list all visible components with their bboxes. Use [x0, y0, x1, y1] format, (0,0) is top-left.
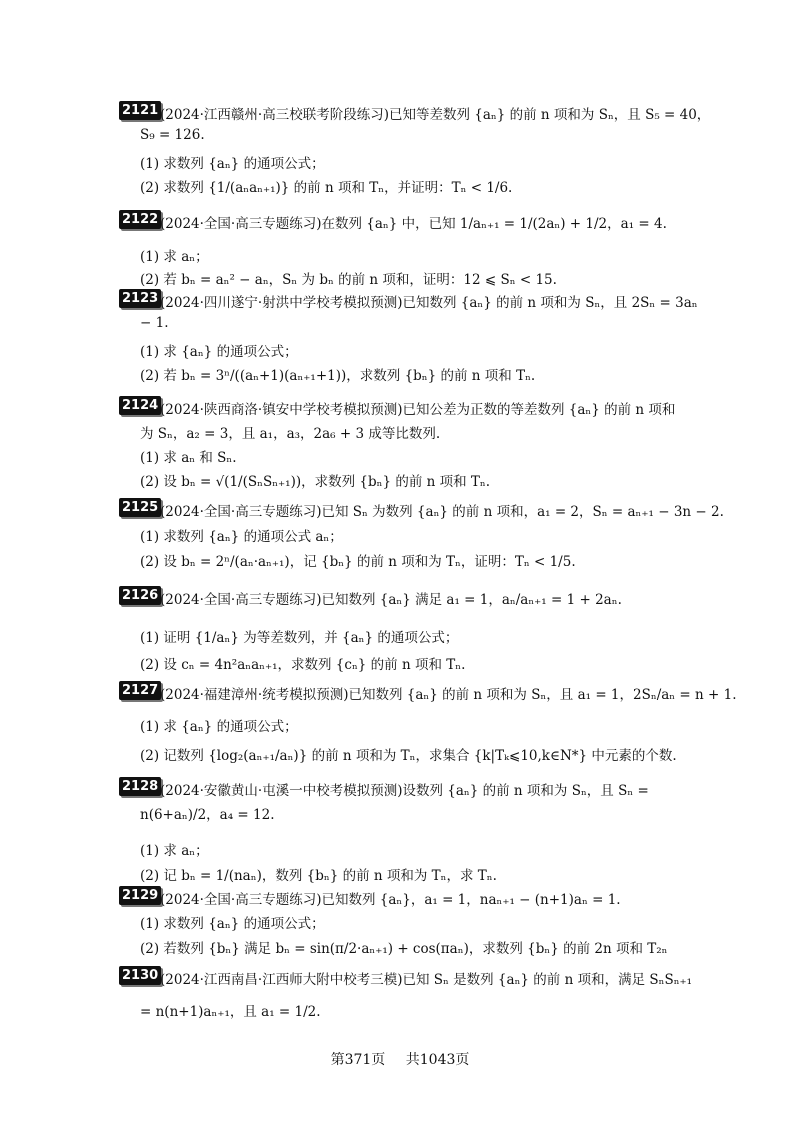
problem-text-line: (1) 求数列 {aₙ} 的通项公式；: [140, 916, 325, 932]
problem-text-line: (2024·全国·高三专题练习)已知数列 {aₙ}，a₁ = 1，naₙ₊₁ − (n+1)aₙ = 1.: [160, 892, 621, 908]
problem-number-badge: 2130: [119, 966, 161, 985]
problem-text-line: (1) 求数列 {aₙ} 的通项公式 aₙ；: [140, 529, 343, 545]
problem-text-line: = n(n+1)aₙ₊₁，且 a₁ = 1/2.: [140, 1004, 321, 1020]
problem-text-line: (2024·全国·高三专题练习)已知 Sₙ 为数列 {aₙ} 的前 n 项和，a₁ = 2，Sₙ = aₙ₊₁ − 3n − 2.: [160, 504, 724, 520]
problem-number-badge: 2123: [119, 289, 161, 308]
problem-text-line: n(6+aₙ)/2，a₄ = 12.: [140, 807, 275, 823]
problem-text-line: (2) 记数列 {log₂(aₙ₊₁/aₙ)} 的前 n 项和为 Tₙ，求集合 {k|Tₖ⩽10,k∈N*} 中元素的个数.: [140, 748, 677, 764]
problem-text-line: (1) 求数列 {aₙ} 的通项公式；: [140, 156, 325, 172]
problem-text-line: (2024·四川遂宁·射洪中学校考模拟预测)已知数列 {aₙ} 的前 n 项和为 Sₙ，且 2Sₙ = 3aₙ: [160, 295, 698, 311]
problem-text-line: (2024·全国·高三专题练习)在数列 {aₙ} 中，已知 1/aₙ₊₁ = 1/(2aₙ) + 1/2，a₁ = 4.: [160, 216, 667, 232]
problem-text-line: (1) 求 aₙ；: [140, 249, 209, 265]
problem-text-line: (1) 求 {aₙ} 的通项公式；: [140, 344, 298, 360]
problem-number-badge: 2126: [119, 586, 161, 605]
problem-text-line: (1) 求 aₙ 和 Sₙ.: [140, 450, 237, 466]
problem-number-badge: 2121: [119, 101, 161, 120]
problem-text-line: (2) 求数列 {1/(aₙaₙ₊₁)} 的前 n 项和 Tₙ，并证明：Tₙ < 1/6.: [140, 180, 513, 196]
problem-text-line: (1) 证明 {1/aₙ} 为等差数列，并 {aₙ} 的通项公式；: [140, 630, 459, 646]
problem-number-badge: 2122: [119, 210, 161, 229]
problem-text-line: S₉ = 126.: [140, 127, 205, 143]
problem-text-line: (2) 若数列 {bₙ} 满足 bₙ = sin(π/2·aₙ₊₁) + cos(πaₙ)，求数列 {bₙ} 的前 2n 项和 T₂ₙ: [140, 941, 668, 957]
problem-text-line: (2) 设 bₙ = 2ⁿ/(aₙ·aₙ₊₁)，记 {bₙ} 的前 n 项和为 Tₙ，证明：Tₙ < 1/5.: [140, 554, 576, 570]
problem-text-line: (1) 求 {aₙ} 的通项公式；: [140, 719, 298, 735]
problem-text-line: (2) 设 bₙ = √(1/(SₙSₙ₊₁))，求数列 {bₙ} 的前 n 项和 Tₙ.: [140, 474, 491, 490]
problem-text-line: (2024·陕西商洛·镇安中学校考模拟预测)已知公差为正数的等差数列 {aₙ} 的前 n 项和: [160, 402, 676, 418]
problem-text-line: (2) 若 bₙ = aₙ² − aₙ，Sₙ 为 bₙ 的前 n 项和，证明：12 ⩽ Sₙ < 15.: [140, 272, 557, 288]
problem-number-badge: 2124: [119, 396, 161, 415]
problem-text-line: (2024·安徽黄山·屯溪一中校考模拟预测)设数列 {aₙ} 的前 n 项和为 Sₙ，且 Sₙ =: [160, 783, 649, 799]
problem-number-badge: 2127: [119, 681, 161, 700]
page-footer: [0, 1049, 800, 1069]
page-number: 第371页: [330, 1052, 386, 1068]
problem-number-badge: 2129: [119, 886, 161, 905]
problem-text-line: (2) 记 bₙ = 1/(naₙ)，数列 {bₙ} 的前 n 项和为 Tₙ，求 Tₙ.: [140, 868, 497, 884]
total-pages: 共1043页: [405, 1052, 470, 1068]
problem-number-badge: 2125: [119, 498, 161, 517]
problem-text-line: (2024·江西南昌·江西师大附中校考三模)已知 Sₙ 是数列 {aₙ} 的前 n 项和，满足 SₙSₙ₊₁: [160, 972, 693, 988]
problem-text-line: (2024·福建漳州·统考模拟预测)已知数列 {aₙ} 的前 n 项和为 Sₙ，且 a₁ = 1，2Sₙ/aₙ = n + 1.: [160, 687, 737, 703]
problem-text-line: (2) 若 bₙ = 3ⁿ/((aₙ+1)(aₙ₊₁+1))，求数列 {bₙ} 的前 n 项和 Tₙ.: [140, 368, 536, 384]
problem-text-line: (1) 求 aₙ；: [140, 843, 209, 859]
problem-text-line: (2024·江西赣州·高三校联考阶段练习)已知等差数列 {aₙ} 的前 n 项和为 Sₙ，且 S₅ = 40，: [160, 107, 711, 123]
problem-number-badge: 2128: [119, 777, 161, 796]
problem-text-line: (2024·全国·高三专题练习)已知数列 {aₙ} 满足 a₁ = 1，aₙ/aₙ₊₁ = 1 + 2aₙ.: [160, 592, 622, 608]
problem-text-line: 为 Sₙ，a₂ = 3，且 a₁，a₃，2a₆ + 3 成等比数列.: [140, 426, 441, 442]
problem-text-line: − 1.: [140, 315, 169, 331]
problem-text-line: (2) 设 cₙ = 4n²aₙaₙ₊₁，求数列 {cₙ} 的前 n 项和 Tₙ.: [140, 657, 466, 673]
